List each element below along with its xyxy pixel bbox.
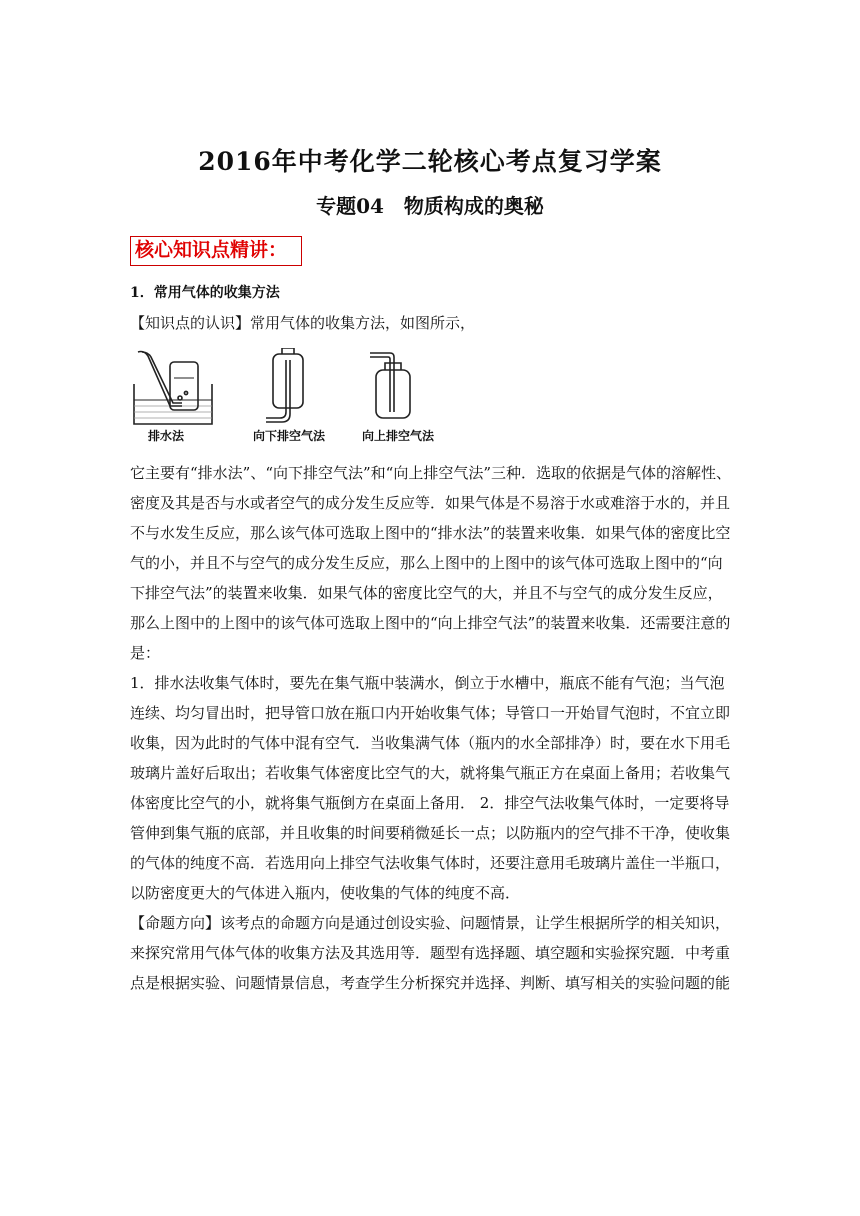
body-line: 点是根据实验、问题情景信息，考查学生分析探究并选择、判断、填写相关的实验问题的能 — [130, 974, 731, 992]
body-line: 不与水发生反应，那么该气体可选取上图中的“排水法”的装置来收集．如果气体的密度比空 — [130, 524, 731, 542]
body-line: 是： — [130, 644, 161, 662]
body-line: 那么上图中的上图中的该气体可选取上图中的“向上排空气法”的装置来收集．还需要注意的 — [130, 614, 731, 632]
body-line: 的气体的纯度不高．若选用向上排空气法收集气体时，还要注意用毛玻璃片盖住一半瓶口， — [130, 854, 731, 872]
body-text — [130, 458, 734, 998]
topic-heading: 1．常用气体的收集方法 — [130, 285, 280, 301]
figure-label-upward: 向上排空气法 — [362, 429, 435, 443]
gas-collection-figure — [130, 348, 460, 443]
document-subtitle: 专题04 物质构成的奥秘 — [316, 194, 544, 218]
figure-label-downward: 向下排空气法 — [253, 429, 326, 443]
body-line: 玻璃片盖好后取出；若收集气体密度比空气的大，就将集气瓶正方在桌面上备用；若收集气 — [130, 764, 731, 782]
body-line: 体密度比空气的小，就将集气瓶倒方在桌面上备用． 2．排空气法收集气体时，一定要将导 — [130, 794, 730, 812]
body-line: 气的小，并且不与空气的成分发生反应，那么上图中的上图中的该气体可选取上图中的“向 — [130, 554, 723, 572]
body-line: 管伸到集气瓶的底部，并且收集的时间要稍微延长一点；以防瓶内的空气排不干净，使收集 — [130, 824, 731, 842]
body-line: 以防密度更大的气体进入瓶内，使收集的气体的纯度不高． — [130, 884, 521, 902]
body-line: 它主要有“排水法”、“向下排空气法”和“向上排空气法”三种．选取的依据是气体的溶解性、 — [130, 464, 732, 482]
body-line: 连续、均匀冒出时，把导管口放在瓶口内开始收集气体；导管口一开始冒气泡时，不宜立即 — [130, 704, 731, 722]
document-title: 2016年中考化学二轮核心考点复习学案 — [198, 147, 662, 176]
figure-label-water: 排水法 — [148, 429, 185, 443]
intro-line: 【知识点的认识】常用气体的收集方法，如图所示， — [130, 314, 476, 332]
section-heading-box: 核心知识点精讲： — [130, 236, 302, 266]
body-line: 1．排水法收集气体时，要先在集气瓶中装满水，倒立于水槽中，瓶底不能有气泡；当气泡 — [130, 674, 725, 692]
body-line: 来探究常用气体气体的收集方法及其选用等．题型有选择题、填空题和实验探究题．中考重 — [130, 944, 731, 962]
body-line: 下排空气法”的装置来收集．如果气体的密度比空气的大，并且不与空气的成分发生反应， — [130, 584, 723, 602]
body-line: 密度及其是否与水或者空气的成分发生反应等．如果气体是不易溶于水或难溶于水的，并且 — [130, 494, 731, 512]
body-line: 【命题方向】该考点的命题方向是通过创设实验、问题情景，让学生根据所学的相关知识， — [130, 914, 731, 932]
body-line: 收集，因为此时的气体中混有空气．当收集满气体（瓶内的水全部排净）时，要在水下用毛 — [130, 734, 731, 752]
